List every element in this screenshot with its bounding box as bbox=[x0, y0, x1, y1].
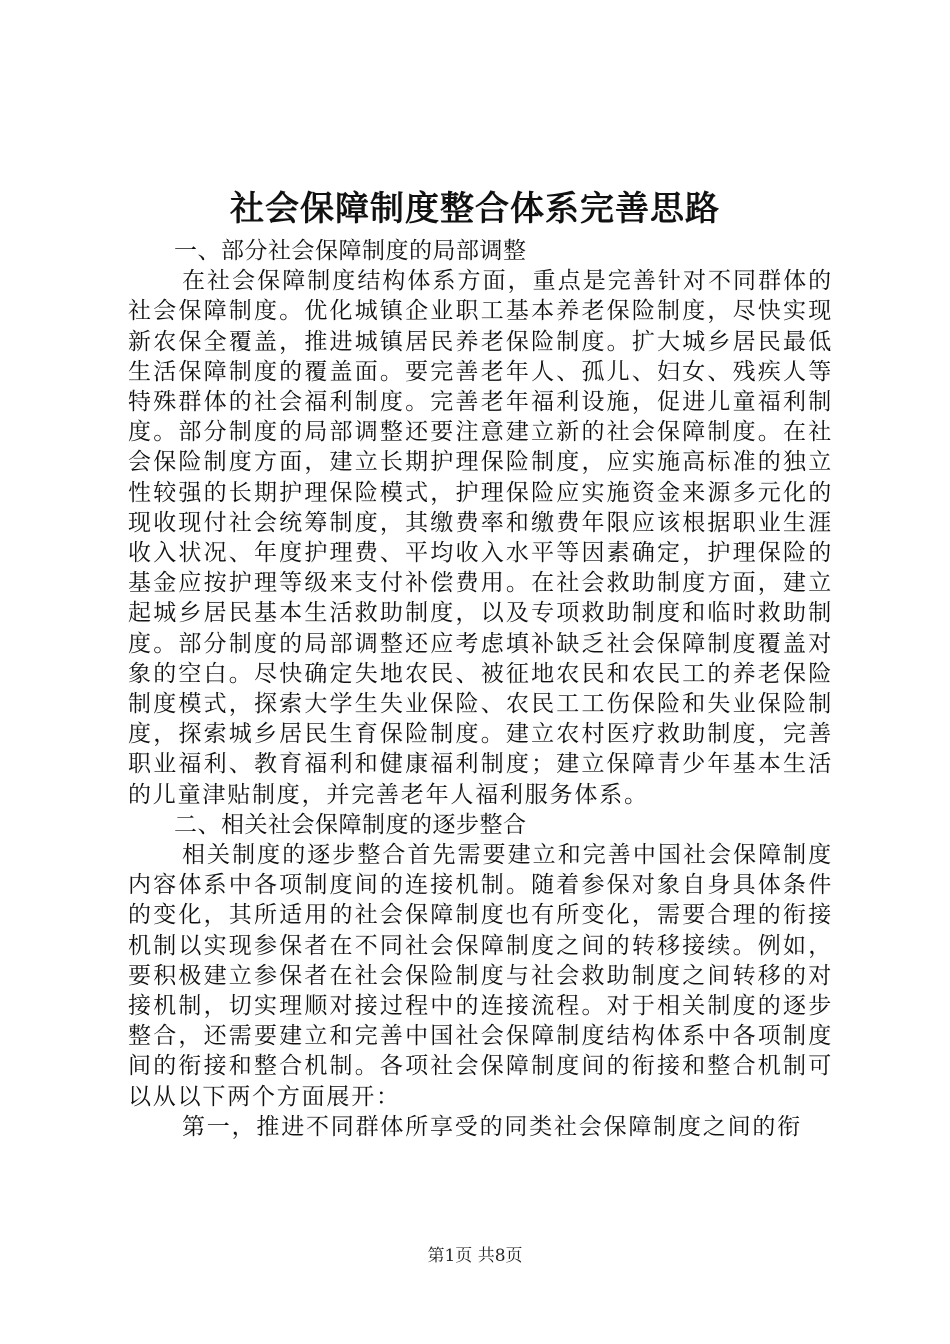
section-1-heading: 一、部分社会保障制度的局部调整 bbox=[174, 238, 527, 264]
document-title: 社会保障制度整合体系完善思路 bbox=[230, 189, 720, 229]
section-1-paragraph: 在社会保障制度结构体系方面，重点是完善针对不同群体的社会保障制度。优化城镇企业职工基本养老保险制度，尽快实现新农保全覆盖，推进城镇居民养老保险制度。扩大城乡居民最低生活保障制度的覆盖面。要完善老年人、孤儿、妇女、残疾人等特殊群体的社会福利制度。完善老年福利设施，促进儿童福利制度。部分制度的局部调整还要注意建立新的社会保障制度。在社会保险制度方面，建立长期护理保险制度，应实施高标准的独立性较强的长期护理保险模式，护理保险应实施资金来源多元化的现收现付社会统筹制度，其缴费率和缴费年限应该根据职业生涯收入状况、年度护理费、平均收入水平等因素确定，护理保险的基金应按护理等级来支付补偿费用。在社会救助制度方面，建立起城乡居民基本生活救助制度，以及专项救助制度和临时救助制度。部分制度的局部调整还应考虑填补缺乏社会保障制度覆盖对象的空白。尽快确定失地农民、被征地农民和农民工的养老保险制度模式，探索大学生失业保险、农民工工伤保险和失业保险制度，探索城乡居民生育保险制度。建立农村医疗救助制度，完善职业福利、教育福利和健康福利制度；建立保障青少年基本生活的儿童津贴制度，并完善老年人福利服务体系。 bbox=[128, 268, 833, 808]
document-body bbox=[128, 236, 833, 1142]
page-number-footer: 第1页 共8页 bbox=[427, 1246, 523, 1266]
section-2-paragraph-2: 第一，推进不同群体所享受的同类社会保障制度之间的衔 bbox=[182, 1113, 802, 1140]
section-2-paragraph-1: 相关制度的逐步整合首先需要建立和完善中国社会保障制度内容体系中各项制度间的连接机制。随着参保对象自身具体条件的变化，其所适用的社会保障制度也有所变化，需要合理的衔接机制以实现参保者在不同社会保障制度之间的转移接续。例如，要积极建立参保者在社会保险制度与社会救助制度之间转移的对接机制，切实理顺对接过程中的连接流程。对于相关制度的逐步整合，还需要建立和完善中国社会保障制度结构体系中各项制度间的衔接和整合机制。各项社会保障制度间的衔接和整合机制可以从以下两个方面展开： bbox=[128, 842, 833, 1110]
section-2-heading: 二、相关社会保障制度的逐步整合 bbox=[174, 811, 527, 838]
